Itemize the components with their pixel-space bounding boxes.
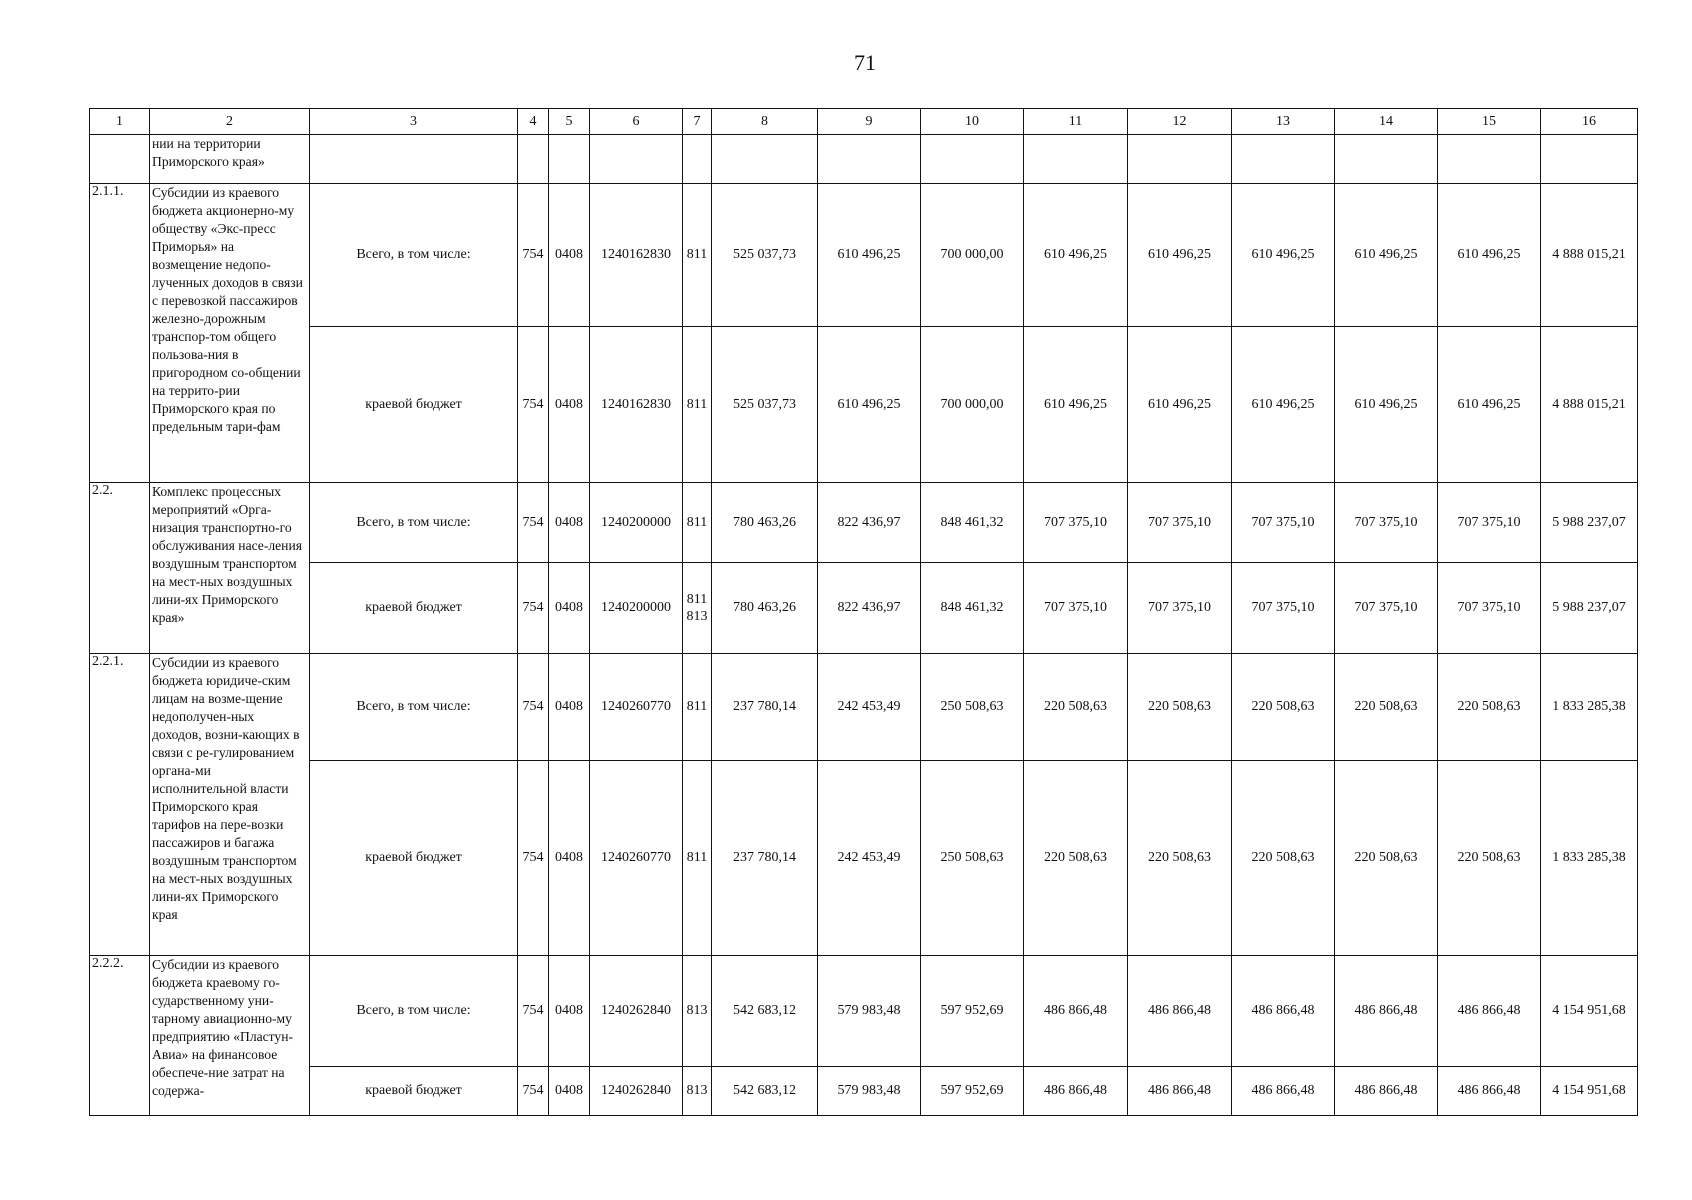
empty-cell xyxy=(683,135,712,184)
target-article-code: 1240260770 xyxy=(590,761,683,956)
section-code: 0408 xyxy=(549,184,590,327)
amount-cell: 486 866,48 xyxy=(1232,1067,1335,1116)
amount-cell: 707 375,10 xyxy=(1335,563,1438,654)
amount-cell: 242 453,49 xyxy=(818,654,921,761)
section-code: 0408 xyxy=(549,483,590,563)
section-code: 0408 xyxy=(549,956,590,1067)
total-cell: 4 888 015,21 xyxy=(1541,327,1638,483)
amount-cell: 486 866,48 xyxy=(1128,956,1232,1067)
amount-cell: 237 780,14 xyxy=(712,654,818,761)
empty-cell xyxy=(549,135,590,184)
row-number: 2.1.1. xyxy=(90,184,150,483)
amount-cell: 707 375,10 xyxy=(1128,483,1232,563)
funding-source: Всего, в том числе: xyxy=(310,956,518,1067)
column-header: 8 xyxy=(712,109,818,135)
total-cell: 4 888 015,21 xyxy=(1541,184,1638,327)
table-row xyxy=(90,1067,1638,1116)
section-code: 0408 xyxy=(549,1067,590,1116)
grbs-code: 754 xyxy=(518,654,549,761)
amount-cell: 220 508,63 xyxy=(1024,761,1128,956)
amount-cell: 780 463,26 xyxy=(712,563,818,654)
expense-type-code: 813 xyxy=(683,1067,712,1116)
amount-cell: 250 508,63 xyxy=(921,654,1024,761)
amount-cell: 486 866,48 xyxy=(1335,956,1438,1067)
column-header: 16 xyxy=(1541,109,1638,135)
target-article-code: 1240200000 xyxy=(590,483,683,563)
column-header: 4 xyxy=(518,109,549,135)
row-description: Комплекс процессных мероприятий «Орга-низация транспортно-го обслуживания насе-ления воздушным транспортом на мест-ных воздушных лини-ях Приморского края» xyxy=(150,483,310,654)
amount-cell: 610 496,25 xyxy=(1128,184,1232,327)
column-header: 3 xyxy=(310,109,518,135)
target-article-code: 1240162830 xyxy=(590,327,683,483)
table-row xyxy=(90,956,1638,1067)
empty-cell xyxy=(1335,135,1438,184)
amount-cell: 707 375,10 xyxy=(1438,563,1541,654)
row-number: 2.2.2. xyxy=(90,956,150,1116)
amount-cell: 610 496,25 xyxy=(1128,327,1232,483)
amount-cell: 486 866,48 xyxy=(1438,956,1541,1067)
amount-cell: 597 952,69 xyxy=(921,1067,1024,1116)
total-cell: 4 154 951,68 xyxy=(1541,1067,1638,1116)
section-code: 0408 xyxy=(549,654,590,761)
amount-cell: 242 453,49 xyxy=(818,761,921,956)
amount-cell: 707 375,10 xyxy=(1128,563,1232,654)
expense-type-code: 811 xyxy=(683,483,712,563)
amount-cell: 542 683,12 xyxy=(712,956,818,1067)
amount-cell: 700 000,00 xyxy=(921,184,1024,327)
total-cell: 1 833 285,38 xyxy=(1541,761,1638,956)
funding-source: краевой бюджет xyxy=(310,1067,518,1116)
amount-cell: 250 508,63 xyxy=(921,761,1024,956)
amount-cell: 610 496,25 xyxy=(1232,184,1335,327)
amount-cell: 597 952,69 xyxy=(921,956,1024,1067)
table-row-continuation xyxy=(90,135,1638,184)
total-cell: 1 833 285,38 xyxy=(1541,654,1638,761)
empty-cell xyxy=(1128,135,1232,184)
expense-type-code: 811 xyxy=(683,761,712,956)
empty-cell xyxy=(1024,135,1128,184)
amount-cell: 780 463,26 xyxy=(712,483,818,563)
amount-cell: 610 496,25 xyxy=(1232,327,1335,483)
row-description: Субсидии из краевого бюджета юридиче-ским лицам на возме-щение недополучен-ных доходов, возни-кающих в связи с ре-гулированием органа-ми исполнительной власти Приморского края тарифов на пере-возки пассажиров и багажа воздушным транспортом на мест-ных воздушных лини-ях Приморского края xyxy=(150,654,310,956)
row-description: нии на территории Приморского края» xyxy=(150,135,310,184)
target-article-code: 1240200000 xyxy=(590,563,683,654)
amount-cell: 610 496,25 xyxy=(1024,327,1128,483)
amount-cell: 610 496,25 xyxy=(818,327,921,483)
row-description: Субсидии из краевого бюджета акционерно-му обществу «Экс-пресс Приморья» на возмещение недопо-лученных доходов в связи с перевозкой пассажиров железно-дорожным транспор-том общего пользова-ния в пригородном со-общении на террито-рии Приморского края по предельным тари-фам xyxy=(150,184,310,483)
target-article-code: 1240262840 xyxy=(590,956,683,1067)
column-header: 10 xyxy=(921,109,1024,135)
grbs-code: 754 xyxy=(518,184,549,327)
expense-type-code: 811 xyxy=(683,654,712,761)
amount-cell: 220 508,63 xyxy=(1128,654,1232,761)
amount-cell: 220 508,63 xyxy=(1024,654,1128,761)
funding-source: Всего, в том числе: xyxy=(310,654,518,761)
amount-cell: 220 508,63 xyxy=(1128,761,1232,956)
grbs-code: 754 xyxy=(518,761,549,956)
column-header: 15 xyxy=(1438,109,1541,135)
amount-cell: 707 375,10 xyxy=(1232,563,1335,654)
amount-cell: 610 496,25 xyxy=(1438,184,1541,327)
empty-cell xyxy=(1438,135,1541,184)
amount-cell: 822 436,97 xyxy=(818,563,921,654)
amount-cell: 610 496,25 xyxy=(1438,327,1541,483)
row-number xyxy=(90,135,150,184)
empty-cell xyxy=(1232,135,1335,184)
expense-type-code: 811 813 xyxy=(683,563,712,654)
amount-cell: 848 461,32 xyxy=(921,563,1024,654)
empty-cell xyxy=(712,135,818,184)
amount-cell: 220 508,63 xyxy=(1232,761,1335,956)
amount-cell: 610 496,25 xyxy=(1335,327,1438,483)
table-row xyxy=(90,563,1638,654)
grbs-code: 754 xyxy=(518,327,549,483)
budget-table xyxy=(89,108,1638,1116)
amount-cell: 700 000,00 xyxy=(921,327,1024,483)
amount-cell: 486 866,48 xyxy=(1232,956,1335,1067)
amount-cell: 542 683,12 xyxy=(712,1067,818,1116)
empty-cell xyxy=(818,135,921,184)
table-row xyxy=(90,327,1638,483)
empty-cell xyxy=(921,135,1024,184)
amount-cell: 610 496,25 xyxy=(1024,184,1128,327)
header-row xyxy=(90,109,1638,135)
amount-cell: 486 866,48 xyxy=(1335,1067,1438,1116)
column-header: 6 xyxy=(590,109,683,135)
amount-cell: 220 508,63 xyxy=(1335,654,1438,761)
amount-cell: 220 508,63 xyxy=(1438,654,1541,761)
funding-source: краевой бюджет xyxy=(310,563,518,654)
column-header: 11 xyxy=(1024,109,1128,135)
row-number: 2.2. xyxy=(90,483,150,654)
column-header: 9 xyxy=(818,109,921,135)
expense-type-code: 811 xyxy=(683,327,712,483)
amount-cell: 707 375,10 xyxy=(1438,483,1541,563)
total-cell: 5 988 237,07 xyxy=(1541,483,1638,563)
expense-type-code: 813 xyxy=(683,956,712,1067)
target-article-code: 1240262840 xyxy=(590,1067,683,1116)
amount-cell: 486 866,48 xyxy=(1024,956,1128,1067)
funding-source: краевой бюджет xyxy=(310,327,518,483)
table-row xyxy=(90,761,1638,956)
empty-cell xyxy=(518,135,549,184)
table-row xyxy=(90,654,1638,761)
grbs-code: 754 xyxy=(518,563,549,654)
column-header: 2 xyxy=(150,109,310,135)
amount-cell: 220 508,63 xyxy=(1232,654,1335,761)
amount-cell: 237 780,14 xyxy=(712,761,818,956)
column-header: 14 xyxy=(1335,109,1438,135)
amount-cell: 707 375,10 xyxy=(1335,483,1438,563)
empty-cell xyxy=(310,135,518,184)
funding-source: краевой бюджет xyxy=(310,761,518,956)
amount-cell: 486 866,48 xyxy=(1438,1067,1541,1116)
empty-cell xyxy=(590,135,683,184)
funding-source: Всего, в том числе: xyxy=(310,184,518,327)
amount-cell: 579 983,48 xyxy=(818,956,921,1067)
row-description: Субсидии из краевого бюджета краевому го-сударственному уни-тарному авиационно-му предприятию «Пластун-Авиа» на финансовое обеспече-ние затрат на содержа- xyxy=(150,956,310,1116)
row-number: 2.2.1. xyxy=(90,654,150,956)
section-code: 0408 xyxy=(549,327,590,483)
amount-cell: 610 496,25 xyxy=(1335,184,1438,327)
amount-cell: 525 037,73 xyxy=(712,327,818,483)
grbs-code: 754 xyxy=(518,1067,549,1116)
section-code: 0408 xyxy=(549,761,590,956)
column-header: 12 xyxy=(1128,109,1232,135)
amount-cell: 822 436,97 xyxy=(818,483,921,563)
empty-cell xyxy=(1541,135,1638,184)
amount-cell: 486 866,48 xyxy=(1128,1067,1232,1116)
target-article-code: 1240162830 xyxy=(590,184,683,327)
amount-cell: 707 375,10 xyxy=(1024,483,1128,563)
amount-cell: 525 037,73 xyxy=(712,184,818,327)
section-code: 0408 xyxy=(549,563,590,654)
grbs-code: 754 xyxy=(518,483,549,563)
column-header: 5 xyxy=(549,109,590,135)
amount-cell: 486 866,48 xyxy=(1024,1067,1128,1116)
column-header: 7 xyxy=(683,109,712,135)
amount-cell: 220 508,63 xyxy=(1335,761,1438,956)
amount-cell: 707 375,10 xyxy=(1232,483,1335,563)
amount-cell: 707 375,10 xyxy=(1024,563,1128,654)
total-cell: 4 154 951,68 xyxy=(1541,956,1638,1067)
amount-cell: 220 508,63 xyxy=(1438,761,1541,956)
amount-cell: 610 496,25 xyxy=(818,184,921,327)
column-header: 1 xyxy=(90,109,150,135)
target-article-code: 1240260770 xyxy=(590,654,683,761)
page-number: 71 xyxy=(854,50,876,75)
column-header: 13 xyxy=(1232,109,1335,135)
amount-cell: 848 461,32 xyxy=(921,483,1024,563)
amount-cell: 579 983,48 xyxy=(818,1067,921,1116)
table-row xyxy=(90,184,1638,327)
funding-source: Всего, в том числе: xyxy=(310,483,518,563)
total-cell: 5 988 237,07 xyxy=(1541,563,1638,654)
expense-type-code: 811 xyxy=(683,184,712,327)
table-row xyxy=(90,483,1638,563)
grbs-code: 754 xyxy=(518,956,549,1067)
